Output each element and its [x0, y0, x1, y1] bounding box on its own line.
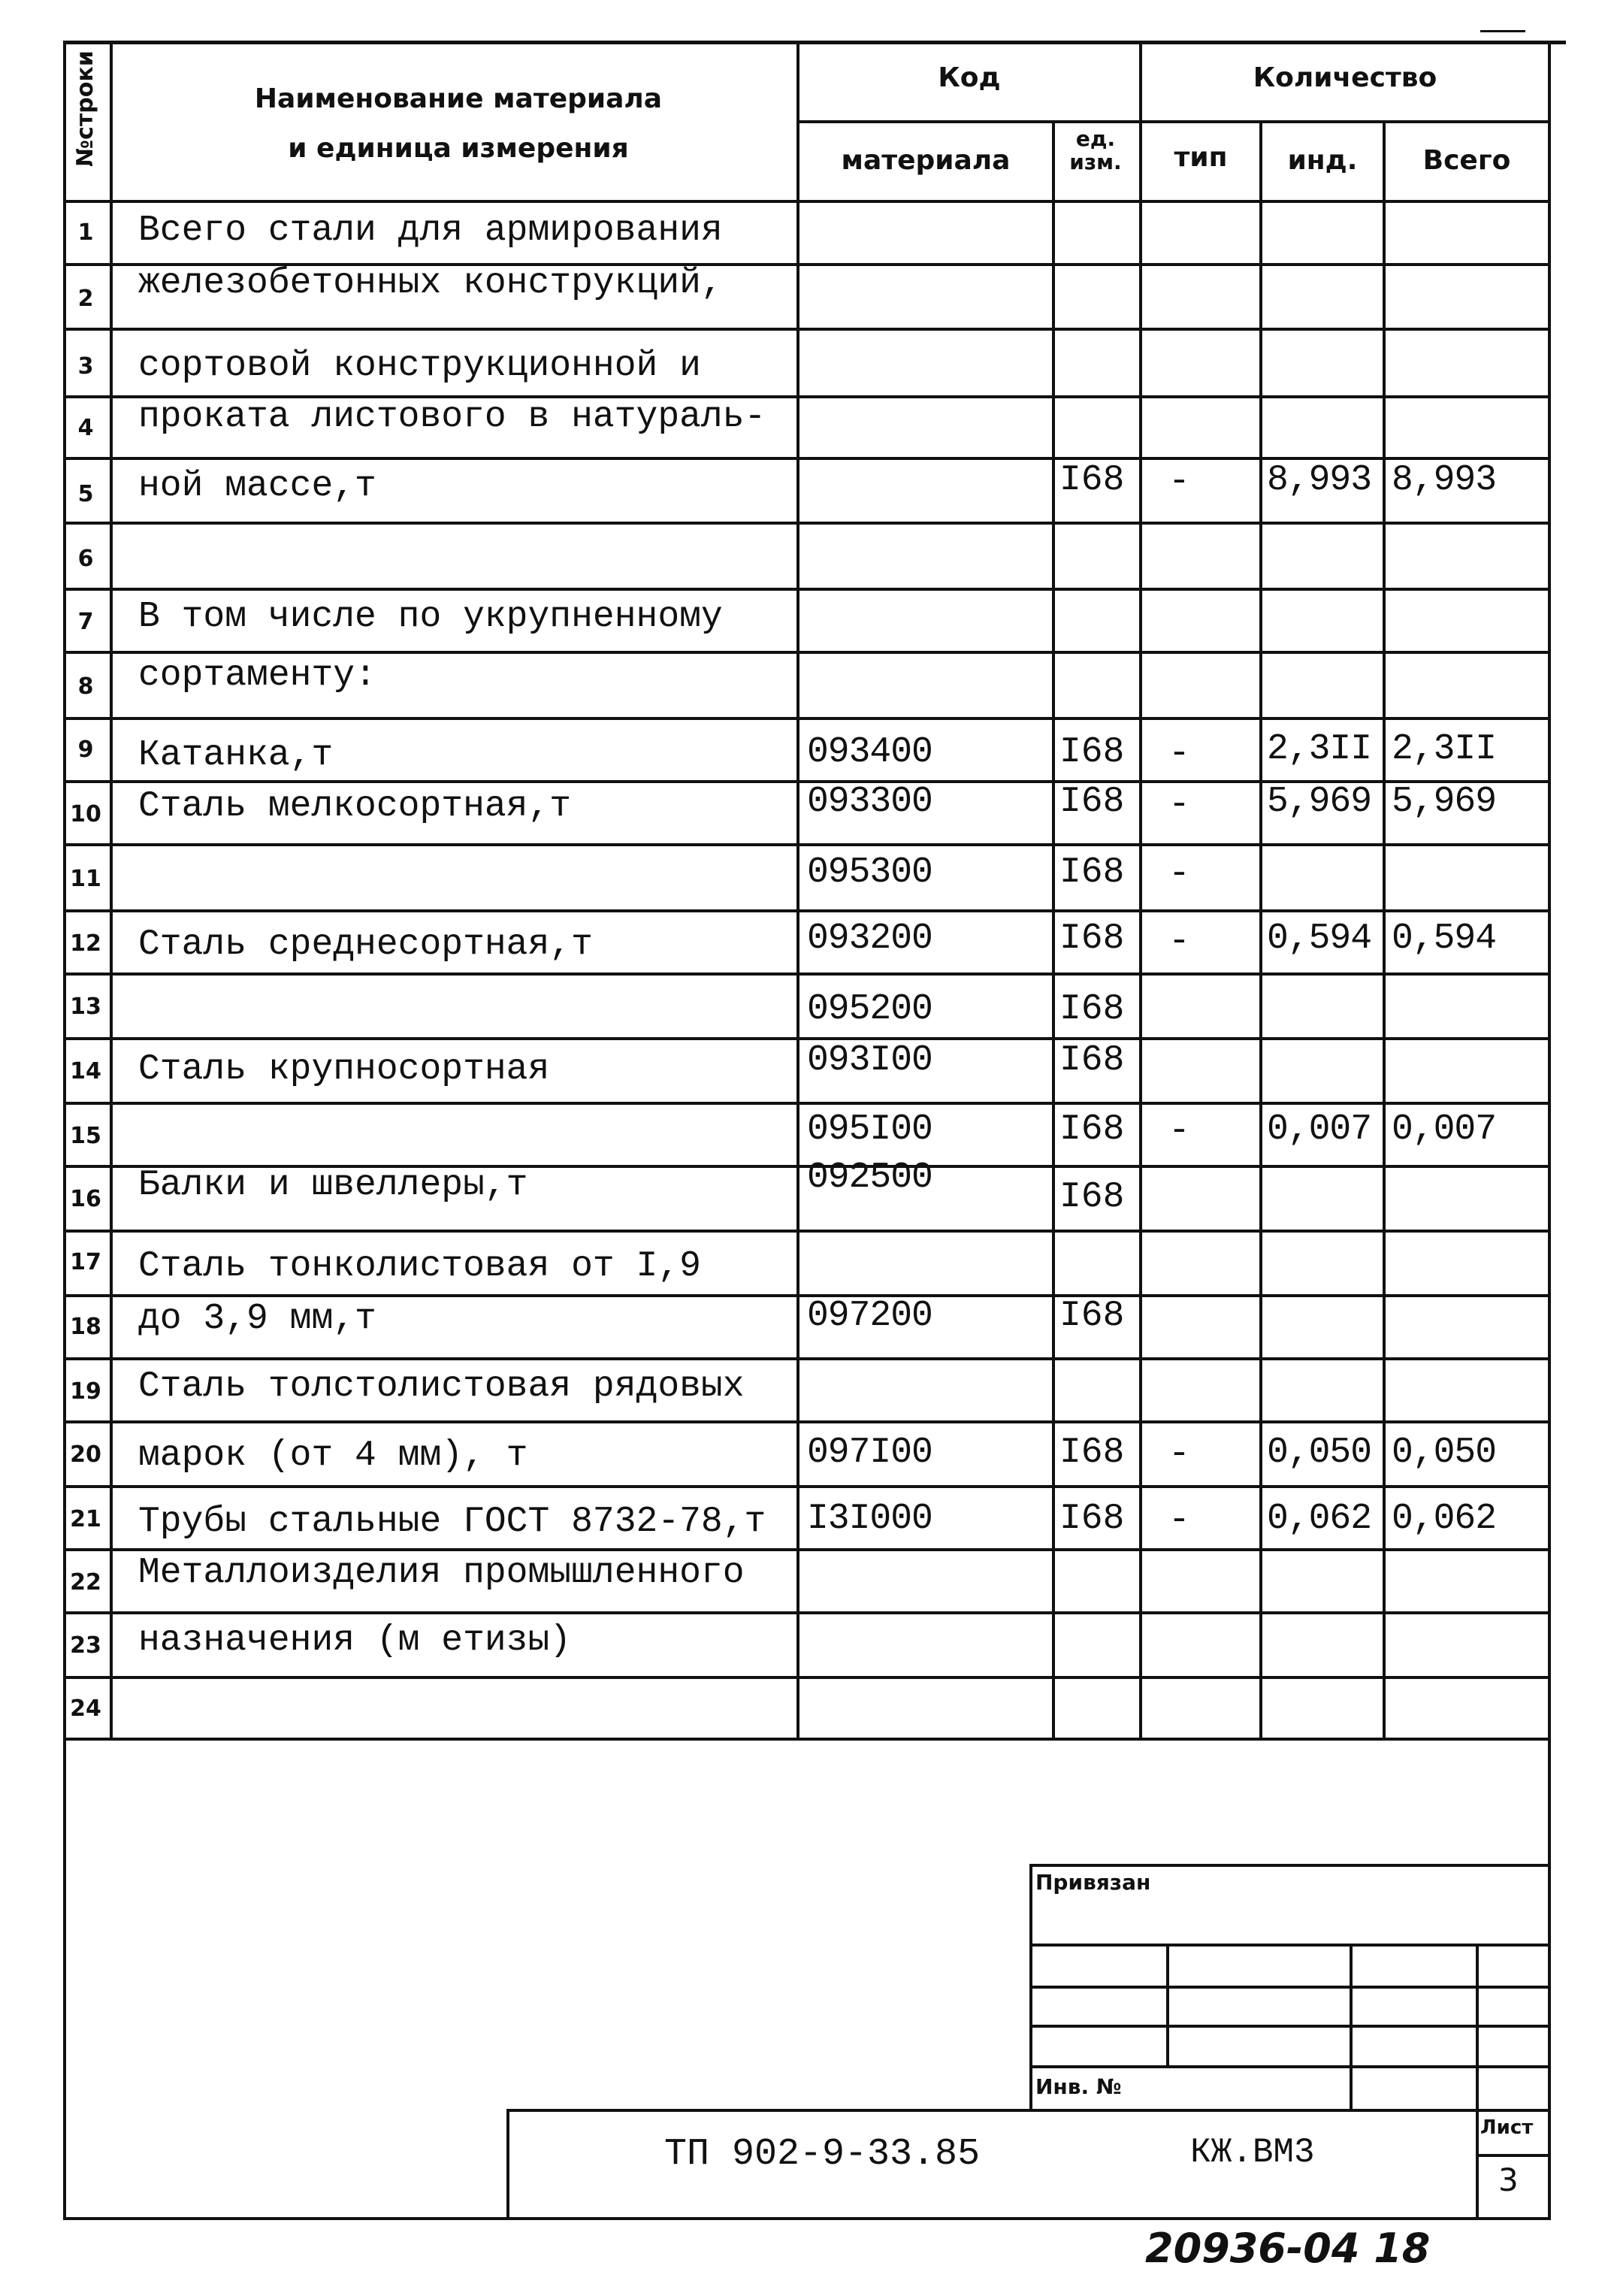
row-number: 13 [70, 994, 101, 1020]
row-number: 19 [70, 1378, 101, 1405]
row-line [63, 909, 1548, 912]
name-header-line2: и единица измерения [288, 133, 629, 164]
quantity-type: - [1168, 854, 1190, 894]
archive-number: 20936-04 18 [1145, 2225, 1431, 2272]
header-mid-line [796, 120, 1548, 123]
unit-code: I68 [1059, 1499, 1125, 1539]
code-unit-header: ед. изм. [1069, 126, 1122, 174]
quantity-ind: 0,062 [1267, 1499, 1372, 1539]
bound-label: Привязан [1035, 1870, 1151, 1895]
stamp-line [1029, 2065, 1548, 2068]
code-header: Код [938, 62, 1001, 93]
stamp-line [1166, 1944, 1169, 2065]
quantity-type: - [1168, 785, 1190, 825]
stamp-line [1029, 1944, 1548, 1947]
material-name: марок (от 4 мм), т [138, 1435, 528, 1476]
row-number: 24 [70, 1696, 101, 1722]
material-name: Балки и швеллеры,т [138, 1165, 528, 1205]
quantity-type: - [1168, 461, 1190, 502]
row-number: 11 [70, 866, 101, 892]
quantity-total: 2,3II [1392, 729, 1497, 770]
quantity-total: 5,969 [1392, 782, 1497, 822]
material-code: 097I00 [807, 1432, 932, 1473]
row-line [63, 1611, 1548, 1614]
name-header-line1: Наименование материала [254, 83, 663, 114]
row-number: 8 [77, 673, 94, 700]
stamp-line [1029, 1864, 1548, 1867]
material-name: проката листового в натураль- [138, 397, 766, 437]
material-name: Катанка,т [138, 735, 334, 776]
unit-code: I68 [1059, 782, 1125, 822]
row-line [63, 1294, 1548, 1297]
material-name: сортаменту: [138, 655, 376, 696]
quantity-type: - [1168, 1111, 1190, 1151]
quantity-ind: 0,594 [1267, 918, 1372, 959]
inventory-label: Инв. № [1035, 2074, 1122, 2099]
material-name: железобетонных конструкций, [138, 263, 723, 304]
row-line [63, 1676, 1548, 1679]
material-code: 095200 [807, 989, 932, 1030]
quantity-total-header: Всего [1422, 145, 1511, 176]
quantity-type-header: тип [1174, 142, 1228, 173]
material-name: Сталь тонколистовая от I,9 [138, 1246, 701, 1287]
quantity-type: - [1168, 921, 1190, 962]
row-number: 14 [70, 1058, 101, 1084]
material-name: В том числе по укрупненному [138, 597, 723, 637]
material-code: 093200 [807, 918, 932, 959]
quantity-ind-header: инд. [1287, 145, 1358, 176]
stamp-line [1476, 1944, 1479, 2112]
unit-code: I68 [1059, 1109, 1125, 1150]
material-name: ной массе,т [138, 466, 376, 507]
quantity-type: - [1168, 1434, 1190, 1475]
quantity-total: 0,050 [1392, 1432, 1497, 1473]
unit-code: I68 [1059, 918, 1125, 959]
row-line [63, 588, 1548, 591]
unit-code: I68 [1059, 989, 1125, 1030]
material-code: 093300 [807, 782, 932, 822]
stamp-line [1476, 2109, 1479, 2220]
material-name: назначения (м етизы) [138, 1620, 572, 1661]
stamp-line [1029, 1986, 1548, 1989]
unit-code: I68 [1059, 852, 1125, 893]
row-number: 3 [77, 353, 94, 380]
row-number: 5 [77, 481, 94, 507]
row-number: 6 [77, 546, 94, 572]
row-number: 15 [70, 1123, 101, 1149]
material-code: 095I00 [807, 1109, 932, 1150]
row-number: 1 [77, 219, 94, 246]
row-line [63, 1548, 1548, 1551]
material-name: Сталь толстолистовая рядовых [138, 1366, 745, 1407]
corner-mark [1480, 30, 1525, 32]
quantity-ind: 5,969 [1267, 782, 1372, 822]
unit-code: I68 [1059, 1177, 1125, 1218]
row-line [63, 1485, 1548, 1488]
row-line [63, 1230, 1548, 1233]
material-name: до 3,9 мм,т [138, 1299, 376, 1339]
stamp-line [1350, 1944, 1353, 2112]
material-name: Сталь среднесортная,т [138, 924, 593, 965]
material-name: сортовой конструкционной и [138, 346, 701, 386]
col-line-code [1052, 120, 1055, 1741]
document-mark: КЖ.ВМ3 [1190, 2133, 1315, 2172]
row-line [63, 1037, 1548, 1040]
quantity-ind: 8,993 [1267, 460, 1372, 501]
row-line [63, 973, 1548, 976]
row-line [63, 717, 1548, 720]
material-code: I3I000 [807, 1499, 932, 1539]
quantity-ind: 0,050 [1267, 1432, 1372, 1473]
quantity-type: - [1168, 1500, 1190, 1541]
bottom-border [63, 2217, 1551, 2220]
material-name: Сталь мелкосортная,т [138, 786, 572, 827]
row-line [63, 1420, 1548, 1423]
row-line [63, 1357, 1548, 1360]
material-name: Всего стали для армирования [138, 210, 723, 251]
code-material-header: материала [841, 145, 1011, 176]
material-code: 097200 [807, 1296, 932, 1336]
row-line [63, 843, 1548, 846]
project-code: ТП 902-9-33.85 [664, 2133, 981, 2176]
top-border [63, 41, 1566, 44]
row-number: 17 [70, 1249, 101, 1275]
col-line-type [1259, 120, 1262, 1741]
row-number: 22 [70, 1569, 101, 1596]
material-name: Трубы стальные ГОСТ 8732-78,т [138, 1502, 766, 1542]
quantity-ind: 2,3II [1267, 729, 1372, 770]
material-code: 092500 [807, 1157, 932, 1198]
row-number: 4 [77, 415, 94, 441]
col-line-ind [1383, 120, 1386, 1741]
right-border [1548, 41, 1551, 2220]
row-number: 2 [77, 286, 94, 312]
sheet-number: 3 [1498, 2161, 1519, 2198]
row-number: 18 [70, 1314, 101, 1340]
material-name: Сталь крупносортная [138, 1049, 550, 1090]
unit-code: I68 [1059, 1432, 1125, 1473]
row-number: 10 [70, 801, 101, 827]
unit-code: I68 [1059, 460, 1125, 501]
row-line [63, 328, 1548, 331]
row-line [63, 522, 1548, 525]
quantity-total: 0,062 [1392, 1499, 1497, 1539]
stamp-line [1476, 2154, 1548, 2157]
row-number: 21 [70, 1506, 101, 1532]
material-code: 093400 [807, 732, 932, 773]
unit-code: I68 [1059, 1040, 1125, 1081]
quantity-type: - [1168, 734, 1190, 774]
row-line [63, 1738, 1548, 1741]
unit-code: I68 [1059, 732, 1125, 773]
quantity-total: 0,007 [1392, 1109, 1497, 1150]
quantity-total: 8,993 [1392, 460, 1497, 501]
row-number: 12 [70, 930, 101, 957]
row-number: 23 [70, 1632, 101, 1659]
quantity-header: Количество [1253, 62, 1437, 93]
row-number: 9 [77, 737, 94, 763]
row-number: 7 [77, 609, 94, 635]
row-number: 20 [70, 1441, 101, 1468]
row-number: 16 [70, 1186, 101, 1212]
row-line [63, 1102, 1548, 1105]
material-code: 093I00 [807, 1040, 932, 1081]
row-line [63, 651, 1548, 654]
quantity-total: 0,594 [1392, 918, 1497, 959]
unit-code: I68 [1059, 1296, 1125, 1336]
stamp-line [506, 2109, 1548, 2112]
row-number-header: №строки [72, 50, 98, 167]
quantity-ind: 0,007 [1267, 1109, 1372, 1150]
stamp-line [1029, 2025, 1548, 2028]
header-bottom-line [63, 200, 1548, 203]
sheet-label: Лист [1480, 2116, 1534, 2139]
stamp-line [506, 2109, 509, 2220]
material-name: Металлоизделия промышленного [138, 1553, 745, 1593]
material-code: 095300 [807, 852, 932, 893]
